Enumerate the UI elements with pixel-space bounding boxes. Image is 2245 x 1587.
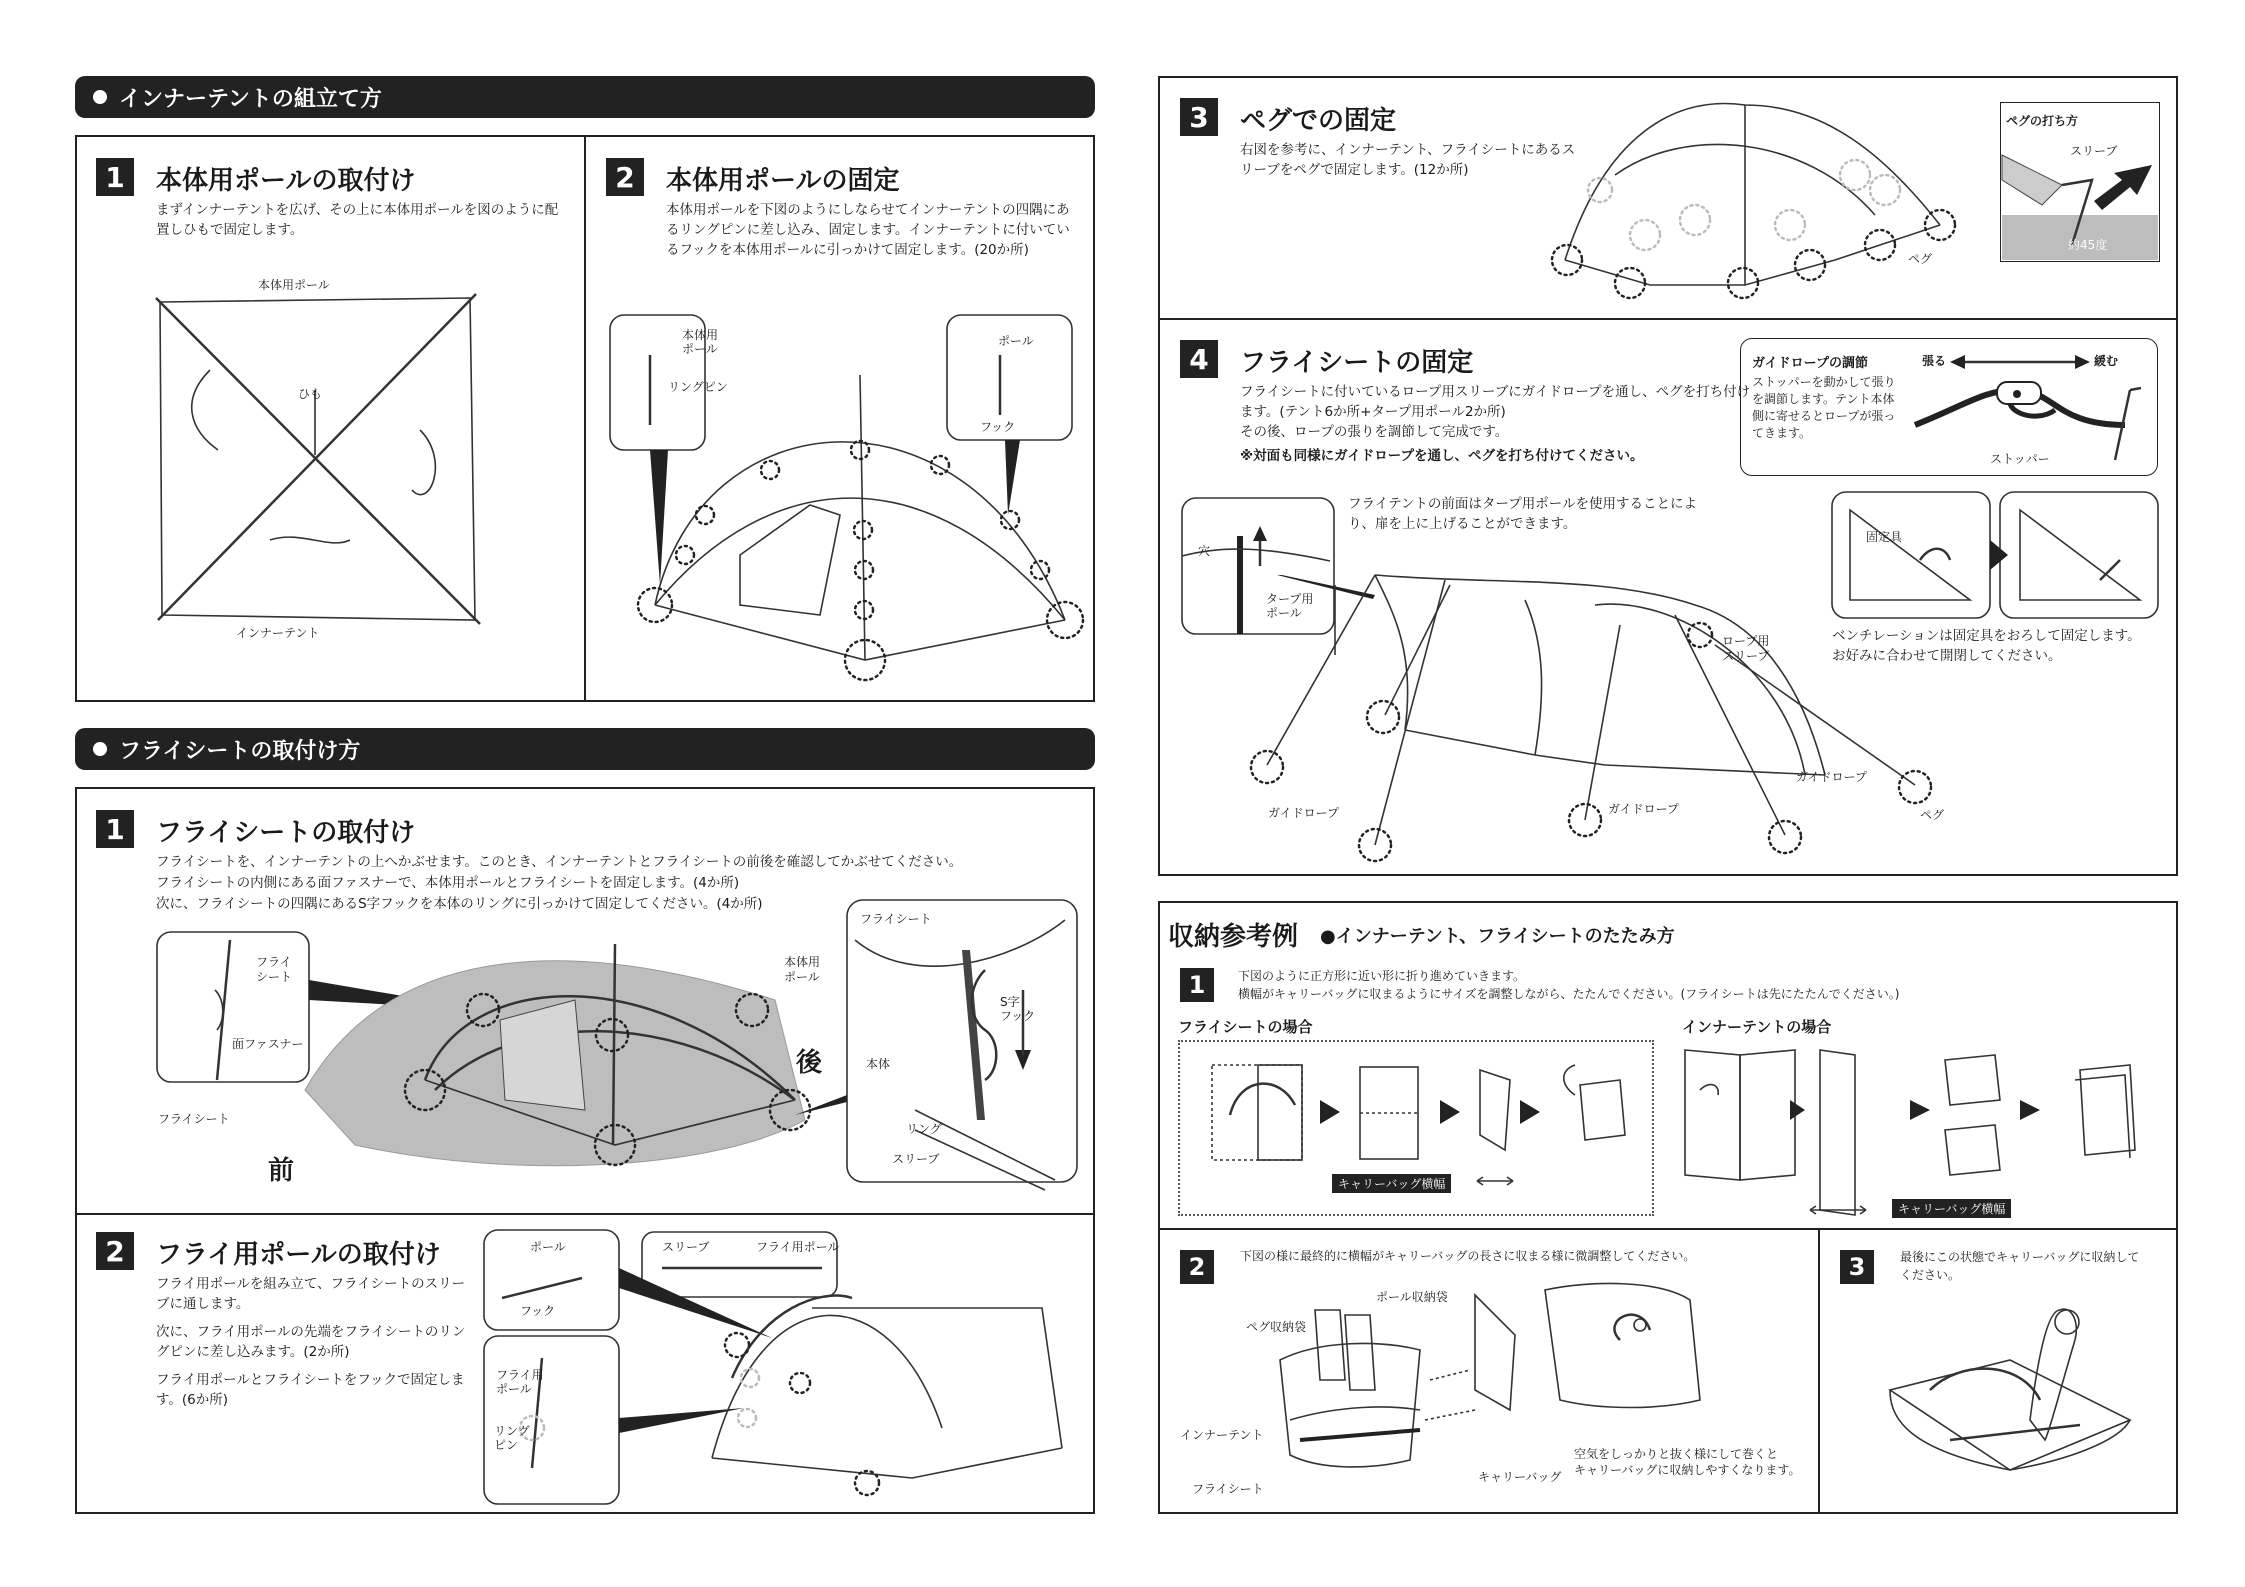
label-pole: ポール xyxy=(998,334,1034,348)
label-back: 後 xyxy=(796,1048,823,1078)
step-body-paragraph: フライ用ポールとフライシートをフックで固定します。(6か所) xyxy=(156,1372,465,1408)
label-pole: ポール xyxy=(530,1240,566,1254)
label-s-hook: S字 フック xyxy=(1000,995,1036,1023)
storage-step-divider xyxy=(1818,1228,1820,1514)
right-panel-divider xyxy=(1158,318,2178,320)
label-ring: リング xyxy=(906,1122,942,1136)
label-fly-sheet-detail: フライシート xyxy=(860,912,932,926)
step-number: 1 xyxy=(1180,968,1214,1002)
storage-divider xyxy=(1158,1228,2178,1230)
label-string: ひも xyxy=(298,387,323,401)
label-fly-sheet: フライ シート xyxy=(256,955,293,984)
step-body-line: 次に、フライシートの四隅にあるS字フックを本体のリングに引っかけて固定してください。(4か所) xyxy=(156,896,763,912)
label-sleeve: スリーブ xyxy=(2070,144,2118,158)
guide-rope-tent-diagram xyxy=(1245,555,1965,865)
step-body-paragraph: フライ用ポールを組み立て、フライシートのスリーブに通します。 xyxy=(156,1276,466,1312)
step-number: 2 xyxy=(606,158,644,196)
step-body-line: フライシートの内側にある面ファスナーで、本体用ポールとフライシートを固定します。(4か所) xyxy=(156,875,740,891)
peg-inset-title: ペグの打ち方 xyxy=(2006,114,2079,128)
storage-step1-line2: 横幅がキャリーバッグに収まるようにサイズを調整しながら、たたんでください。(フライシートは先にたたんでください。) xyxy=(1238,987,1900,1001)
fly-panel-divider xyxy=(75,1213,1095,1215)
label-sleeve: スリーブ xyxy=(662,1240,710,1254)
label-pole-bag: ポール収納袋 xyxy=(1376,1290,1448,1304)
step-body-line: フライシートを、インナーテントの上へかぶせます。このとき、インナーテントとフライシートの前後を確認してかぶせてください。 xyxy=(156,854,963,870)
storage-title: 収納参考例 xyxy=(1168,922,1299,952)
label-ringpin: リング ピン xyxy=(494,1424,530,1452)
label-fly-pole: フライ用ポール xyxy=(756,1240,840,1254)
fly-case-label: フライシートの場合 xyxy=(1178,1018,1313,1036)
section-bar-fly-sheet-label: フライシートの取付け方 xyxy=(119,738,361,764)
step-body-paragraph: 次に、フライ用ポールの先端をフライシートのリングピンに差し込みます。(2か所) xyxy=(156,1324,466,1360)
fly-sheet-cover-diagram xyxy=(155,930,1095,1195)
label-angle: 約45度 xyxy=(2068,238,2108,252)
front-door-note: フライテントの前面はタープ用ポールを使用することにより、扉を上に上げることができます。 xyxy=(1348,496,1697,532)
step-number: 2 xyxy=(96,1232,134,1270)
label-peg-bag: ペグ収納袋 xyxy=(1246,1320,1307,1334)
section-bar-inner-tent xyxy=(75,76,1095,118)
peg-fixing-diagram xyxy=(1545,95,1965,295)
step-body: まずインナーテントを広げ、その上に本体用ポールを図のように配置しひもで固定します。 xyxy=(156,202,559,238)
label-stopper: ストッパー xyxy=(1990,452,2050,466)
guide-rope-title: ガイドロープの調節 xyxy=(1752,356,1868,371)
label-front: 前 xyxy=(268,1156,295,1186)
label-fly-pole: フライ用 ポール xyxy=(496,1368,544,1396)
bullet-dot xyxy=(93,742,107,756)
step-note: ※対面も同様にガイドロープを通し、ペグを打ち付けてください。 xyxy=(1240,448,1644,464)
label-carry-bag: キャリーバッグ xyxy=(1478,1470,1562,1484)
step-title: 本体用ポールの取付け xyxy=(156,166,416,196)
step-title: 本体用ポールの固定 xyxy=(666,166,900,196)
section-bar-inner-tent-label: インナーテントの組立て方 xyxy=(119,86,382,112)
step-number: 1 xyxy=(96,158,134,196)
vent-note: ベンチレーションは固定具をおろして固定します。 お好みに合わせて開閉してください。 xyxy=(1832,628,2141,664)
label-guide-rope: ガイドロープ xyxy=(1608,802,1680,816)
label-peg: ペグ xyxy=(1908,252,1933,266)
label-tighten: 張る xyxy=(1922,354,1947,368)
label-main-pole: 本体用 ポール xyxy=(784,955,821,984)
step-number: 3 xyxy=(1180,98,1218,136)
label-inner-tent: インナーテント xyxy=(236,626,320,640)
step-body: 本体用ポールを下図のようにしならせてインナーテントの四隅にあるリングピンに差し込み、固定します。インナーテントに付いているフックを本体用ポールに引っかけて固定します。(20か所) xyxy=(666,202,1070,258)
label-rope-sleeve: ロープ用 スリーブ xyxy=(1722,634,1770,663)
step-title: フライ用ポールの取付け xyxy=(156,1240,441,1270)
inner-fold-illustration xyxy=(1680,1040,2150,1220)
step-number: 1 xyxy=(96,810,134,848)
label-sleeve: スリーブ xyxy=(892,1152,940,1166)
storage-step3-body: 最後にこの状態でキャリーバッグに収納してください。 xyxy=(1900,1250,2140,1282)
label-main-pole: 本体用ポール xyxy=(258,278,330,292)
label-air-note: 空気をしっかりと抜く様にして巻くと キャリーバッグに収納しやすくなります。 xyxy=(1574,1447,1801,1477)
label-peg: ペグ xyxy=(1920,808,1945,822)
label-fixer: 固定具 xyxy=(1866,530,1903,544)
label-guide-rope: ガイドロープ xyxy=(1268,806,1340,820)
step-number: 2 xyxy=(1180,1250,1214,1284)
inner-width-arrow xyxy=(1808,1205,1868,1215)
step-title: ペグでの固定 xyxy=(1240,106,1397,136)
label-fly-sheet: フライシート xyxy=(1192,1482,1264,1496)
inner-tent-dome-diagram xyxy=(610,315,1080,695)
bullet-dot xyxy=(93,90,107,104)
step-body: フライシートに付いているロープ用スリーブにガイドロープを通し、ペグを打ち付けます。(テント6か所+タープ用ポール2か所) その後、ロープの張りを調節して完成です。 xyxy=(1240,384,1751,440)
width-arrow xyxy=(1475,1176,1515,1186)
label-tarp-pole: タープ用 ポール xyxy=(1266,592,1314,620)
step-title: フライシートの固定 xyxy=(1240,348,1474,378)
inner-case-label: インナーテントの場合 xyxy=(1682,1018,1832,1036)
section-bar-fly-sheet xyxy=(75,728,1095,770)
label-hook: フック xyxy=(980,420,1016,434)
guide-rope-body: ストッパーを動かして張りを調節します。テント本体側に寄せるとロープが張ってきます。 xyxy=(1752,375,1896,440)
storage-subtitle: ●インナーテント、フライシートのたたみ方 xyxy=(1320,926,1675,947)
carry-bag-illustration xyxy=(1870,1300,2160,1500)
label-fly-sheet: フライシート xyxy=(158,1112,230,1126)
label-velcro: 面ファスナー xyxy=(232,1037,304,1051)
inner-panel-divider xyxy=(584,135,586,702)
label-guide-rope: ガイドロープ xyxy=(1796,770,1868,784)
step-number: 3 xyxy=(1840,1250,1874,1284)
step-number: 4 xyxy=(1180,340,1218,378)
label-loosen: 緩む xyxy=(2094,354,2119,368)
step-body: 右図を参考に、インナーテント、フライシートにあるスリーブをペグで固定します。(12か所) xyxy=(1240,142,1576,178)
label-inner-tent: インナーテント xyxy=(1180,1428,1264,1442)
label-main-pole: 本体用 ポール xyxy=(682,328,719,356)
label-hole: 穴 xyxy=(1198,544,1211,558)
carry-width-tag: キャリーバッグ横幅 xyxy=(1892,1199,2011,1218)
fly-pole-diagram xyxy=(482,1228,1082,1508)
label-hook: フック xyxy=(520,1304,556,1318)
storage-step1-line1: 下図のように正方形に近い形に折り進めていきます。 xyxy=(1238,969,1526,983)
step-title: フライシートの取付け xyxy=(156,818,416,848)
storage-step2-body: 下図の様に最終的に横幅がキャリーバッグの長さに収まる様に微調整してください。 xyxy=(1240,1249,1696,1263)
label-body: 本体 xyxy=(866,1057,891,1071)
label-ringpin: リングピン xyxy=(668,380,728,394)
inner-tent-pole-diagram xyxy=(150,290,490,630)
carry-width-tag: キャリーバッグ横幅 xyxy=(1332,1174,1451,1193)
